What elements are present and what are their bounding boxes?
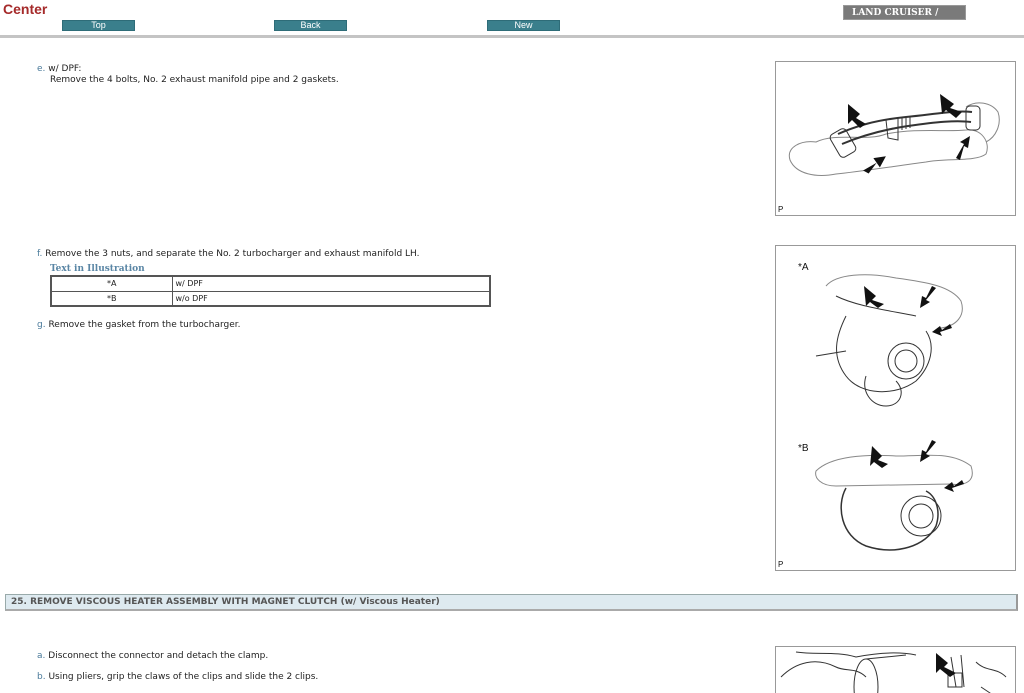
step-text: Remove the gasket from the turbocharger. [48, 320, 241, 330]
illustration-legend-table [50, 275, 491, 307]
step-text: Disconnect the connector and detach the clamp. [48, 651, 269, 661]
step-letter: g. [37, 320, 46, 330]
back-button[interactable]: Back [274, 20, 347, 31]
step-e-detail: Remove the 4 bolts, No. 2 exhaust manifold pipe and 2 gaskets. [50, 75, 339, 85]
step-letter: b. [37, 672, 46, 682]
step-letter: a. [37, 651, 46, 661]
legend-key: *A [51, 276, 172, 291]
step-text: Remove the 3 nuts, and separate the No. 2 turbocharger and exhaust manifold LH. [45, 249, 420, 259]
header [0, 0, 1024, 40]
legend-value: w/o DPF [172, 291, 490, 306]
legend-row [51, 276, 490, 291]
legend-row [51, 291, 490, 306]
page-title: Center [3, 1, 48, 17]
legend-value: w/ DPF [172, 276, 490, 291]
turbocharger-illustration [776, 246, 1016, 571]
model-badge: LAND CRUISER / [843, 5, 966, 20]
step-a [37, 650, 268, 662]
legend-key: *B [51, 291, 172, 306]
top-button[interactable]: Top [62, 20, 135, 31]
exhaust-pipe-illustration [776, 62, 1016, 216]
step-text: w/ DPF: [48, 64, 82, 74]
figure-corner-label: P [778, 205, 784, 214]
illustration-caption: Text in Illustration [50, 264, 145, 274]
figure-exhaust-manifold-pipe [775, 61, 1016, 216]
step-letter: e. [37, 64, 46, 74]
figure-viscous-heater [775, 646, 1016, 693]
viscous-heater-illustration [776, 647, 1016, 693]
step-g [37, 319, 241, 331]
step-b [37, 671, 318, 683]
new-button[interactable]: New [487, 20, 560, 31]
header-divider [0, 35, 1024, 38]
step-text: Using pliers, grip the claws of the clips and slide the 2 clips. [48, 672, 319, 682]
figure-corner-label: P [778, 560, 784, 569]
section-heading: 25. REMOVE VISCOUS HEATER ASSEMBLY WITH MAGNET CLUTCH (w/ Viscous Heater) [5, 594, 1018, 611]
step-letter: f. [37, 249, 43, 259]
figure-tag-b: *B [798, 443, 809, 454]
figure-tag-a: *A [798, 262, 809, 273]
figure-turbocharger [775, 245, 1016, 571]
step-f [37, 248, 420, 260]
